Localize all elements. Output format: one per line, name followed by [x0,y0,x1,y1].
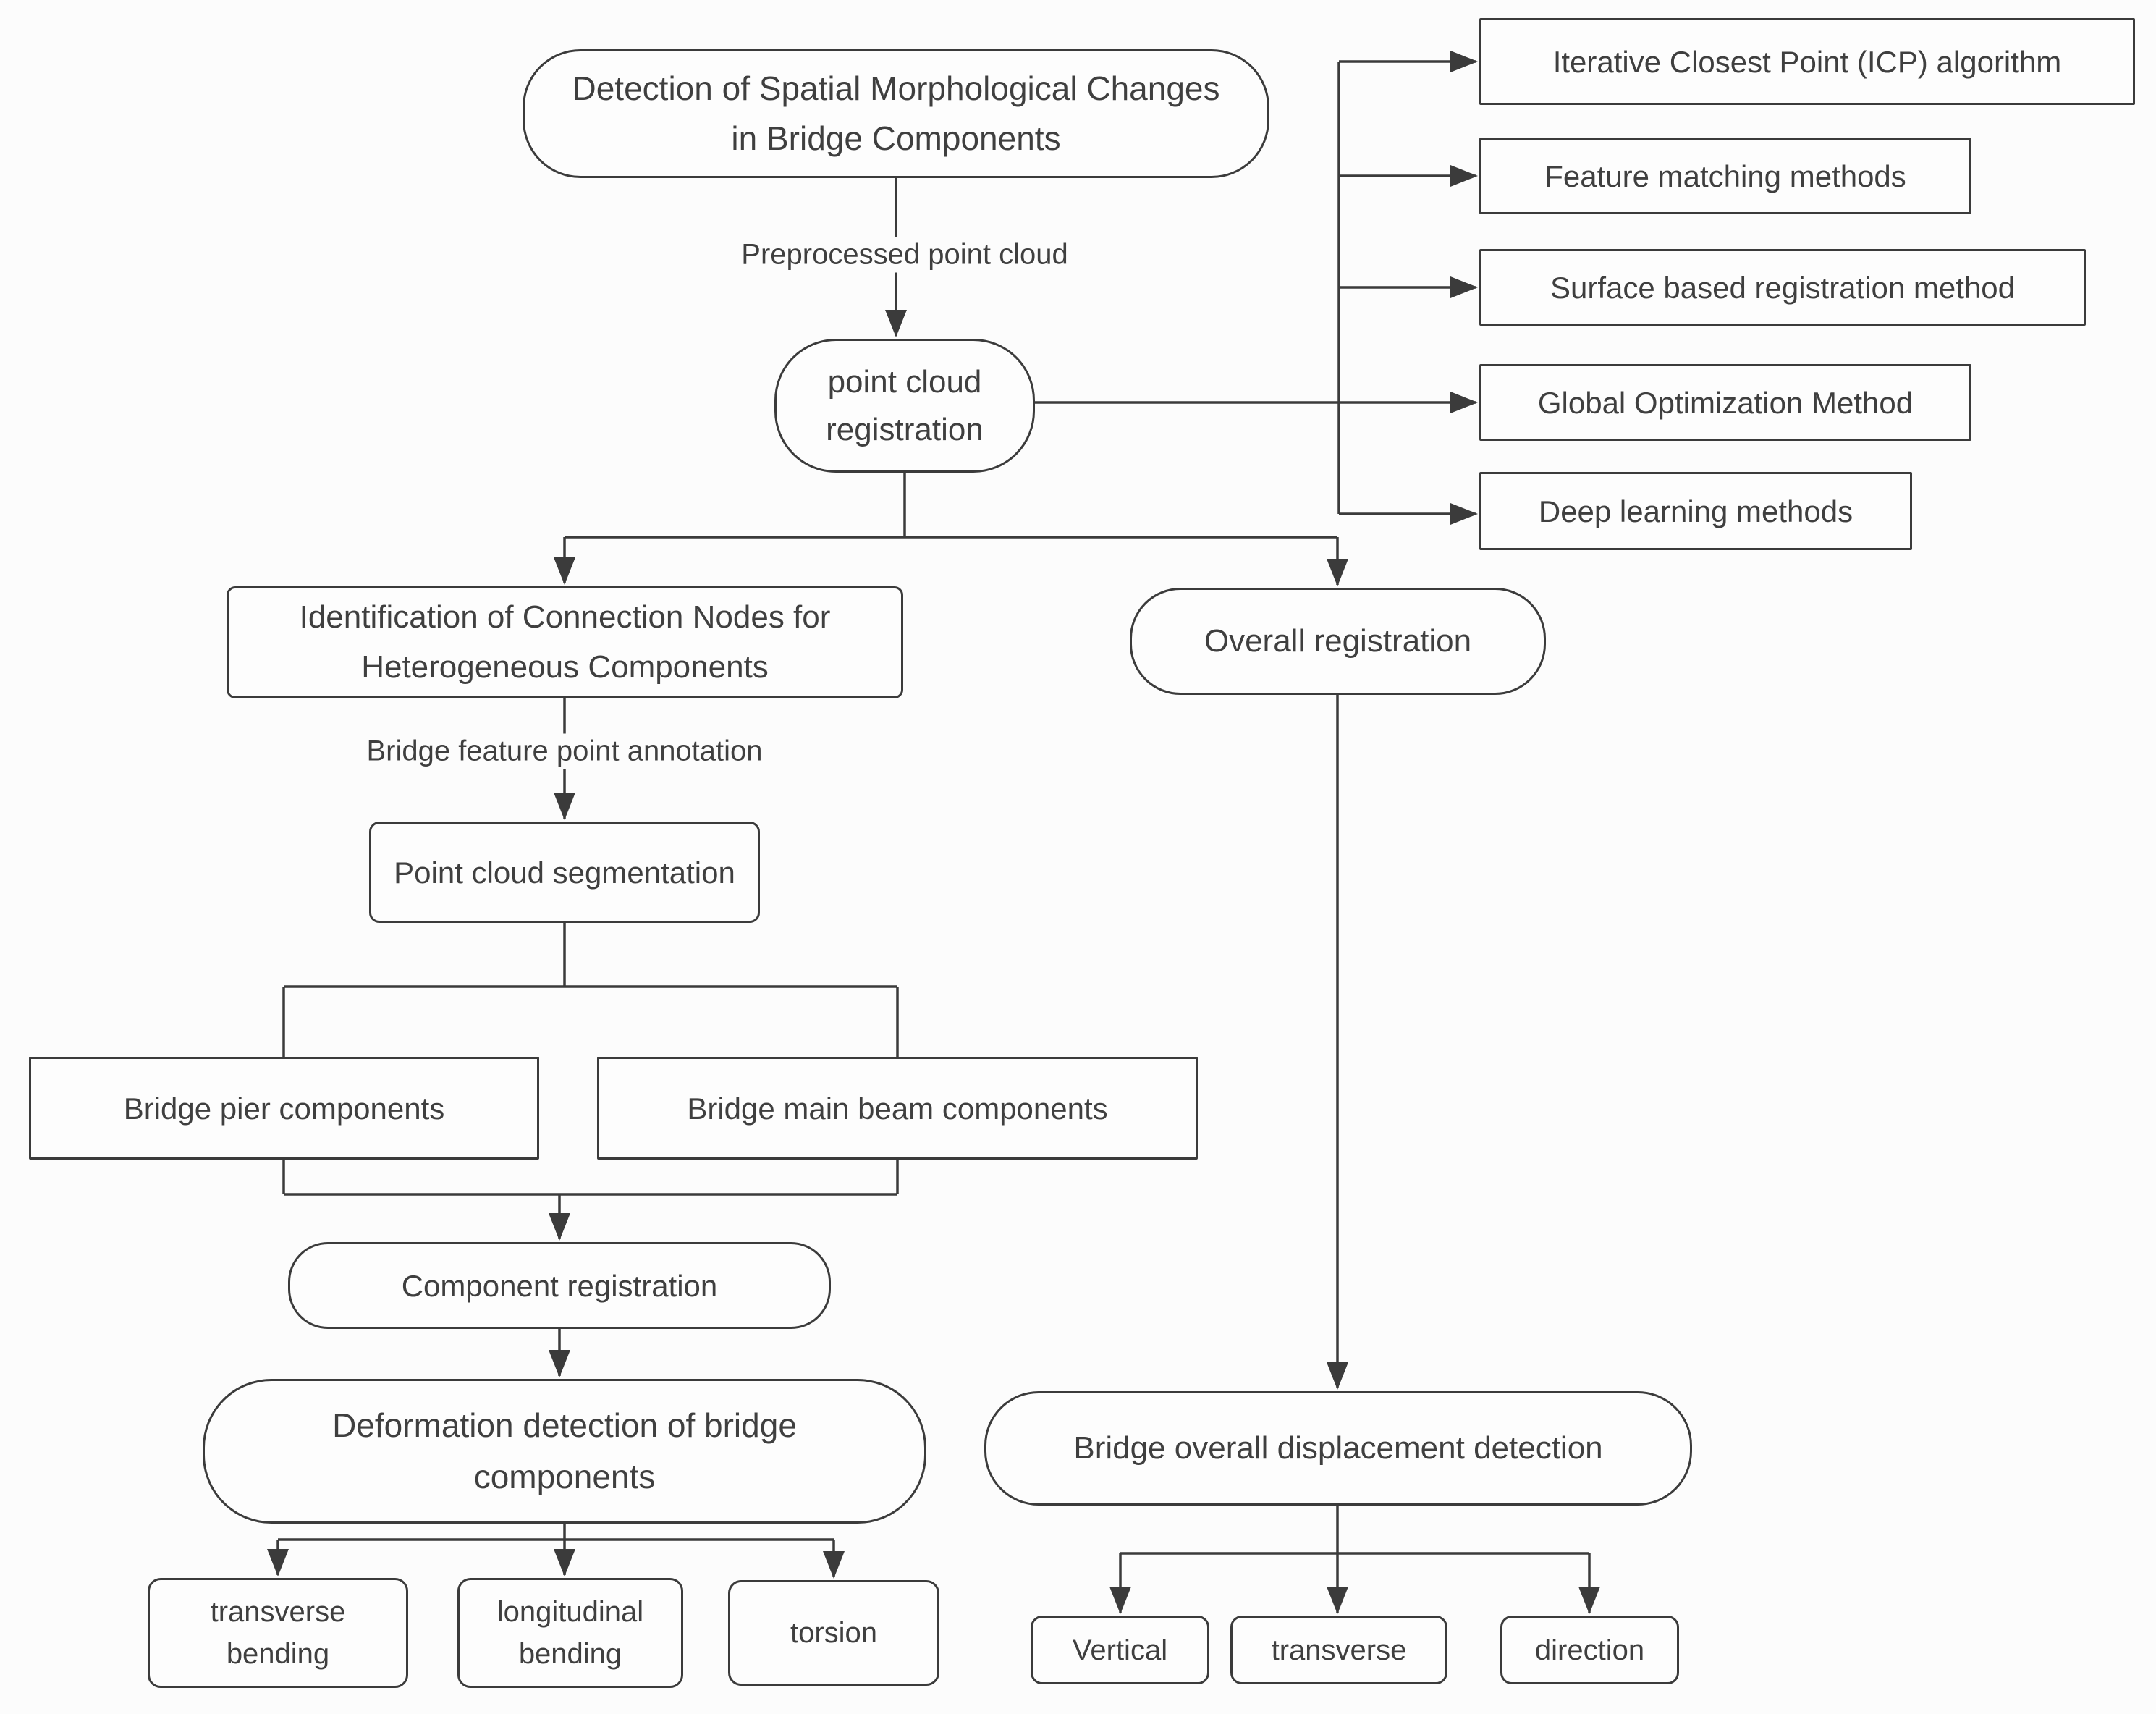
node-direction: direction [1500,1616,1679,1684]
node-bridge-pier-components: Bridge pier components [29,1057,539,1160]
node-detection-of-spatial-morphological-changes: Detection of Spatial Morphological Changes in Bridge Components [523,49,1269,178]
node-point-cloud-registration: point cloud registration [774,339,1035,473]
node-feature-matching-methods: Feature matching methods [1479,138,1971,214]
node-bridge-overall-displacement-detection: Bridge overall displacement detection [984,1391,1692,1506]
node-deep-learning-methods: Deep learning methods [1479,472,1912,550]
node-deformation-detection-of-bridge-components: Deformation detection of bridge components [203,1379,926,1524]
edge-label-bridge-feature-point-annotation: Bridge feature point annotation [352,734,777,769]
node-point-cloud-segmentation: Point cloud segmentation [369,822,760,923]
node-overall-registration: Overall registration [1130,588,1546,695]
node-torsion: torsion [728,1580,939,1686]
node-icp-algorithm: Iterative Closest Point (ICP) algorithm [1479,18,2135,105]
node-vertical: Vertical [1031,1616,1209,1684]
node-longitudinal-bending: longitudinal bending [457,1578,683,1688]
node-global-optimization-method: Global Optimization Method [1479,364,1971,441]
edge-label-preprocessed-point-cloud: Preprocessed point cloud [727,237,1082,273]
node-component-registration: Component registration [288,1242,831,1329]
node-transverse: transverse [1230,1616,1447,1684]
node-transverse-bending: transverse bending [148,1578,408,1688]
node-identification-of-connection-nodes: Identification of Connection Nodes for Heterogeneous Components [227,586,903,698]
node-bridge-main-beam-components: Bridge main beam components [597,1057,1198,1160]
node-surface-based-registration-method: Surface based registration method [1479,249,2086,326]
